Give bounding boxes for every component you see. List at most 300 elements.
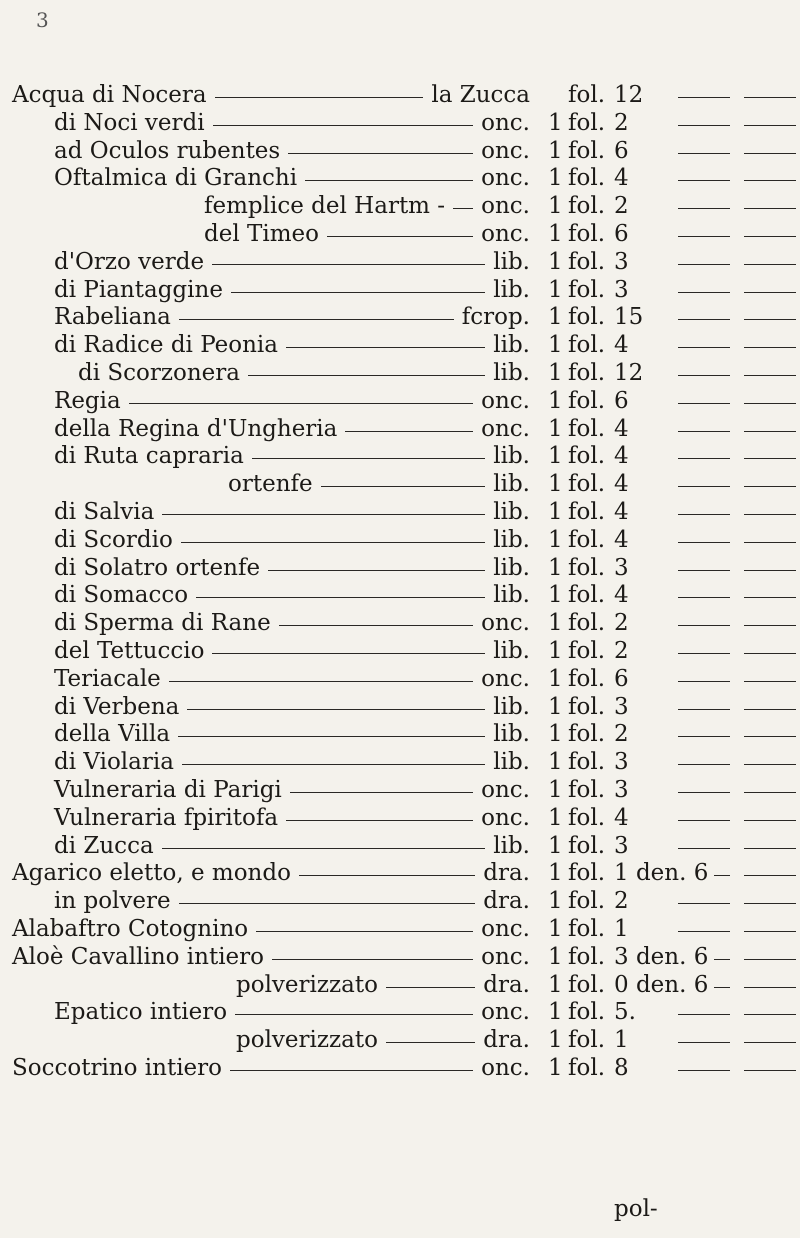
column-rule [678, 403, 730, 404]
entry-price: 1 den. 6 [614, 860, 709, 887]
list-item [0, 1027, 800, 1055]
entry-price: 3 [614, 554, 629, 581]
entry-fol: fol. [568, 471, 606, 498]
column-rule [744, 570, 796, 571]
leader-line [248, 375, 485, 376]
entry-price: 3 [614, 276, 629, 303]
entry-unit: lib. [493, 554, 530, 581]
entry-quantity: 1 [548, 304, 563, 331]
entry-price: 1 [614, 915, 629, 942]
leader-line [129, 403, 473, 404]
entry-unit: lib. [493, 443, 530, 470]
list-item [0, 610, 800, 638]
entry-unit: onc. [481, 665, 530, 692]
list-item [0, 638, 800, 666]
entry-price: 3 den. 6 [614, 943, 709, 970]
list-item [0, 777, 800, 805]
leader-line [386, 1042, 475, 1043]
column-rule [678, 208, 730, 209]
column-rule [744, 153, 796, 154]
entry-quantity: 1 [548, 415, 563, 442]
column-rule [744, 848, 796, 849]
entry-quantity: 1 [548, 526, 563, 553]
column-rule [744, 987, 796, 988]
entry-quantity: 1 [548, 582, 563, 609]
column-rule [678, 764, 730, 765]
entry-fol: fol. [568, 665, 606, 692]
column-rule [678, 931, 730, 932]
entry-unit: la Zucca [431, 82, 530, 108]
leader-line [182, 764, 485, 765]
entry-fol: fol. [568, 248, 606, 275]
list-item [0, 721, 800, 749]
column-rule [744, 625, 796, 626]
entry-quantity: 1 [548, 471, 563, 498]
entry-fol: fol. [568, 82, 606, 108]
entry-quantity: 1 [548, 137, 563, 164]
column-rule [678, 820, 730, 821]
list-item [0, 332, 800, 360]
entry-fol: fol. [568, 193, 606, 220]
entry-fol: fol. [568, 1054, 606, 1081]
leader-line [235, 1014, 473, 1015]
entry-name: di Ruta capraria [54, 443, 244, 470]
entry-price: 3 [614, 693, 629, 720]
list-item [0, 82, 800, 110]
column-rule [678, 736, 730, 737]
column-rule [744, 681, 796, 682]
list-item [0, 860, 800, 888]
entry-price: 4 [614, 443, 629, 470]
list-item [0, 527, 800, 555]
entry-unit: lib. [493, 526, 530, 553]
entry-unit: dra. [483, 888, 530, 915]
column-rule [678, 458, 730, 459]
list-item [0, 304, 800, 332]
entry-price: 12 [614, 359, 644, 386]
column-rule [678, 431, 730, 432]
column-rule [744, 597, 796, 598]
column-rule [678, 292, 730, 293]
entry-fol: fol. [568, 387, 606, 414]
entry-quantity: 1 [548, 665, 563, 692]
entry-price: 4 [614, 526, 629, 553]
entry-price: 2 [614, 637, 629, 664]
entry-unit: onc. [481, 109, 530, 136]
entry-price: 4 [614, 804, 629, 831]
list-item [0, 165, 800, 193]
leader-line [213, 125, 473, 126]
column-rule [678, 903, 730, 904]
entry-quantity: 1 [548, 637, 563, 664]
entry-price: 6 [614, 220, 629, 247]
leader-line [321, 486, 485, 487]
column-rule [678, 97, 730, 98]
column-rule [744, 458, 796, 459]
entry-unit: onc. [481, 943, 530, 970]
page-number: 3 [36, 8, 49, 32]
entry-unit: dra. [483, 971, 530, 998]
leader-line [345, 431, 473, 432]
column-rule [678, 1042, 730, 1043]
entry-quantity: 1 [548, 943, 563, 970]
column-rule [678, 848, 730, 849]
column-rule [678, 542, 730, 543]
entry-unit: onc. [481, 915, 530, 942]
list-item [0, 833, 800, 861]
column-rule [678, 264, 730, 265]
entry-price: 4 [614, 471, 629, 498]
column-rule [744, 820, 796, 821]
list-item [0, 499, 800, 527]
leader-line [162, 514, 485, 515]
list-item [0, 388, 800, 416]
leader-line [181, 542, 485, 543]
entry-fol: fol. [568, 443, 606, 470]
entry-unit: lib. [493, 693, 530, 720]
entry-price: 6 [614, 665, 629, 692]
entry-fol: fol. [568, 554, 606, 581]
entry-unit: onc. [481, 387, 530, 414]
entry-name: della Villa [54, 721, 171, 748]
entry-unit: dra. [483, 1027, 530, 1054]
column-rule [744, 125, 796, 126]
entry-price: 2 [614, 721, 629, 748]
entry-unit: onc. [481, 804, 530, 831]
entry-unit: lib. [493, 498, 530, 525]
entry-name: Aloè Cavallino intiero [12, 943, 265, 970]
entry-quantity: 1 [548, 915, 563, 942]
entry-name: Agarico eletto, e mondo [12, 860, 291, 887]
entry-unit: lib. [493, 332, 530, 359]
entry-price: 3 [614, 248, 629, 275]
entry-price: 3 [614, 832, 629, 859]
entry-name: di Radice di Peonia [54, 332, 279, 359]
entry-name: di Scorzonera [78, 359, 240, 386]
entry-name: di Salvia [54, 498, 155, 525]
list-item [0, 972, 800, 1000]
leader-line [286, 347, 485, 348]
column-rule [744, 375, 796, 376]
column-rule [744, 736, 796, 737]
column-rule [744, 931, 796, 932]
column-rule [678, 347, 730, 348]
entry-name: ad Oculos rubentes [54, 137, 281, 164]
column-rule [744, 1014, 796, 1015]
entry-unit: lib. [493, 276, 530, 303]
column-rule [744, 653, 796, 654]
entry-price: 4 [614, 332, 629, 359]
entry-quantity: 1 [548, 359, 563, 386]
entry-fol: fol. [568, 610, 606, 637]
column-rule [744, 292, 796, 293]
entry-unit: lib. [493, 582, 530, 609]
column-rule [744, 1070, 796, 1071]
leader-line [305, 180, 473, 181]
entry-name: Oftalmica di Granchi [54, 165, 298, 192]
leader-line [290, 792, 473, 793]
column-rule [678, 319, 730, 320]
list-item [0, 555, 800, 583]
entry-name: di Violaria [54, 749, 174, 776]
entry-quantity: 1 [548, 999, 563, 1026]
entry-quantity: 1 [548, 693, 563, 720]
leader-line [169, 681, 473, 682]
entry-price: 3 [614, 776, 629, 803]
entry-quantity: 1 [548, 749, 563, 776]
list-item [0, 360, 800, 388]
entry-quantity: 1 [548, 220, 563, 247]
entry-unit: onc. [481, 1054, 530, 1081]
leader-line [327, 236, 473, 237]
entry-quantity: 1 [548, 498, 563, 525]
list-item [0, 138, 800, 166]
entry-fol: fol. [568, 776, 606, 803]
list-item [0, 999, 800, 1027]
list-item [0, 277, 800, 305]
leader-line [230, 1070, 473, 1071]
entry-name: di Noci verdi [54, 109, 205, 136]
entry-fol: fol. [568, 526, 606, 553]
list-item [0, 582, 800, 610]
entry-name: della Regina d'Ungheria [54, 415, 338, 442]
entry-name: in polvere [54, 888, 171, 915]
entry-name: Vulneraria di Parigi [54, 776, 282, 803]
entry-price: 8 [614, 1054, 629, 1081]
column-rule [744, 542, 796, 543]
entry-name: Vulneraria fpiritofa [54, 804, 279, 831]
list-item [0, 916, 800, 944]
column-rule [744, 486, 796, 487]
column-rule [678, 653, 730, 654]
entry-name: di Sperma di Rane [54, 610, 271, 637]
entry-name: d'Orzo verde [54, 248, 205, 275]
entry-price: 4 [614, 498, 629, 525]
entry-price: 4 [614, 582, 629, 609]
leader-line [231, 292, 485, 293]
list-item [0, 249, 800, 277]
entry-quantity: 1 [548, 610, 563, 637]
column-rule [678, 180, 730, 181]
entry-price: 0 den. 6 [614, 971, 709, 998]
leader-line [187, 709, 485, 710]
entry-fol: fol. [568, 1027, 606, 1054]
leader-line [212, 653, 485, 654]
entry-quantity: 1 [548, 860, 563, 887]
entry-fol: fol. [568, 276, 606, 303]
entry-name: Acqua di Nocera [12, 82, 207, 108]
column-rule [678, 570, 730, 571]
entry-quantity: 1 [548, 443, 563, 470]
list-item [0, 110, 800, 138]
column-rule [744, 208, 796, 209]
entry-fol: fol. [568, 721, 606, 748]
catchword: pol- [614, 1196, 658, 1222]
entry-quantity: 1 [548, 387, 563, 414]
leader-line [212, 264, 485, 265]
leader-line [286, 820, 473, 821]
entry-quantity: 1 [548, 248, 563, 275]
list-item [0, 888, 800, 916]
entry-name: Rabeliana [54, 304, 171, 331]
list-item [0, 666, 800, 694]
column-rule [678, 597, 730, 598]
leader-line [178, 736, 485, 737]
entry-fol: fol. [568, 999, 606, 1026]
column-rule [678, 792, 730, 793]
entry-price: 2 [614, 610, 629, 637]
column-rule [744, 959, 796, 960]
entry-fol: fol. [568, 415, 606, 442]
entry-price: 5. [614, 999, 636, 1026]
entry-price: 2 [614, 109, 629, 136]
entry-unit: lib. [493, 248, 530, 275]
entry-quantity: 1 [548, 276, 563, 303]
leader-line [272, 959, 473, 960]
entry-quantity: 1 [548, 888, 563, 915]
entry-name: di Solatro ortenfe [54, 554, 261, 581]
column-rule [678, 486, 730, 487]
leader-line [162, 848, 485, 849]
entry-name: Teriacale [54, 665, 161, 692]
entry-unit: lib. [493, 749, 530, 776]
price-list [0, 82, 800, 1083]
entry-fol: fol. [568, 943, 606, 970]
leader-line [299, 875, 475, 876]
entry-quantity: 1 [548, 776, 563, 803]
entry-fol: fol. [568, 220, 606, 247]
column-rule [744, 709, 796, 710]
entry-unit: fcrop. [461, 304, 530, 331]
entry-fol: fol. [568, 749, 606, 776]
column-rule [744, 319, 796, 320]
entry-name: Epatico intiero [54, 999, 228, 1026]
entry-name: di Somacco [54, 582, 189, 609]
entry-price: 4 [614, 415, 629, 442]
column-rule [678, 125, 730, 126]
column-rule [744, 347, 796, 348]
column-rule [744, 514, 796, 515]
entry-unit: lib. [493, 359, 530, 386]
entry-name: ortenfe [228, 471, 313, 498]
entry-unit: onc. [481, 137, 530, 164]
leader-line [453, 208, 473, 209]
entry-name: Soccotrino intiero [12, 1054, 222, 1081]
entry-name: di Scordio [54, 526, 173, 553]
entry-fol: fol. [568, 693, 606, 720]
entry-unit: dra. [483, 860, 530, 887]
column-rule [714, 987, 730, 988]
entry-fol: fol. [568, 498, 606, 525]
leader-line [179, 319, 454, 320]
entry-fol: fol. [568, 971, 606, 998]
entry-unit: onc. [481, 220, 530, 247]
list-item [0, 1055, 800, 1083]
column-rule [744, 903, 796, 904]
list-item [0, 416, 800, 444]
list-item [0, 944, 800, 972]
list-item [0, 694, 800, 722]
entry-quantity: 1 [548, 1027, 563, 1054]
entry-unit: onc. [481, 165, 530, 192]
column-rule [714, 959, 730, 960]
leader-line [196, 597, 485, 598]
entry-fol: fol. [568, 804, 606, 831]
entry-quantity: 1 [548, 804, 563, 831]
column-rule [678, 236, 730, 237]
leader-line [268, 570, 485, 571]
entry-fol: fol. [568, 860, 606, 887]
column-rule [678, 153, 730, 154]
column-rule [744, 875, 796, 876]
entry-unit: lib. [493, 721, 530, 748]
entry-fol: fol. [568, 137, 606, 164]
leader-line [386, 987, 475, 988]
column-rule [744, 236, 796, 237]
entry-fol: fol. [568, 888, 606, 915]
column-rule [678, 375, 730, 376]
leader-line [252, 458, 485, 459]
entry-price: 3 [614, 749, 629, 776]
entry-quantity: 1 [548, 971, 563, 998]
entry-fol: fol. [568, 637, 606, 664]
entry-price: 15 [614, 304, 644, 331]
entry-name: di Verbena [54, 693, 180, 720]
column-rule [678, 625, 730, 626]
entry-quantity: 1 [548, 721, 563, 748]
column-rule [678, 681, 730, 682]
entry-price: 4 [614, 165, 629, 192]
column-rule [744, 97, 796, 98]
entry-name: femplice del Hartm - [204, 193, 446, 220]
column-rule [678, 1014, 730, 1015]
entry-unit: lib. [493, 637, 530, 664]
entry-name: di Piantaggine [54, 276, 223, 303]
entry-name: polverizzato [236, 1027, 378, 1054]
leader-line [215, 97, 423, 98]
entry-fol: fol. [568, 915, 606, 942]
column-rule [678, 709, 730, 710]
column-rule [744, 1042, 796, 1043]
leader-line [279, 625, 473, 626]
column-rule [744, 403, 796, 404]
column-rule [714, 875, 730, 876]
leader-line [179, 903, 475, 904]
entry-price: 6 [614, 387, 629, 414]
entry-fol: fol. [568, 582, 606, 609]
column-rule [744, 180, 796, 181]
entry-quantity: 1 [548, 554, 563, 581]
entry-fol: fol. [568, 304, 606, 331]
entry-quantity: 1 [548, 832, 563, 859]
column-rule [744, 264, 796, 265]
list-item [0, 193, 800, 221]
entry-quantity: 1 [548, 109, 563, 136]
entry-name: del Tettuccio [54, 637, 205, 664]
entry-unit: onc. [481, 776, 530, 803]
entry-quantity: 1 [548, 193, 563, 220]
column-rule [744, 764, 796, 765]
leader-line [288, 153, 473, 154]
leader-line [256, 931, 473, 932]
entry-unit: onc. [481, 610, 530, 637]
column-rule [678, 514, 730, 515]
list-item [0, 221, 800, 249]
entry-price: 1 [614, 1027, 629, 1054]
entry-price: 2 [614, 888, 629, 915]
entry-name: di Zucca [54, 832, 154, 859]
entry-fol: fol. [568, 832, 606, 859]
